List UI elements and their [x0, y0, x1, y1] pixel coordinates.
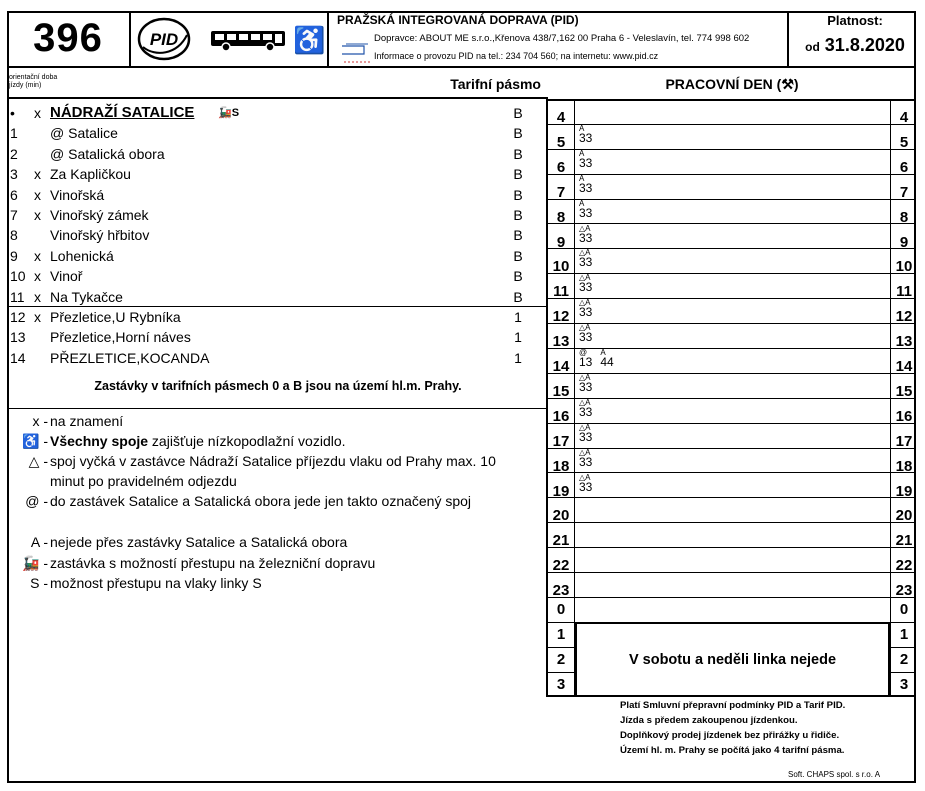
tariff-note: Jízda s předem zakoupenou jízdenkou. [620, 715, 798, 726]
stop-name: Lohenická [50, 247, 114, 264]
hour-row [548, 349, 916, 374]
departure [579, 449, 592, 468]
hour-label-right: 11 [896, 283, 912, 301]
request-stop-mark: x [34, 207, 41, 223]
legend-body: nejede přes zastávky Satalice a Satalická obora [50, 534, 348, 550]
departures [579, 349, 622, 371]
hour-label-left: 12 [552, 308, 570, 326]
departure-minute: 33 [579, 454, 593, 469]
departure [579, 150, 592, 169]
hour-row [548, 200, 916, 225]
hour-row [548, 225, 916, 250]
tariff-zone: B [513, 166, 523, 183]
departure-minute: 33 [579, 155, 593, 170]
timetable-header: PRACOVNÍ DEN (⚒) [665, 76, 799, 92]
departure-minute: 33 [579, 130, 593, 145]
hour-label-left: 22 [552, 557, 570, 575]
hour-label-right: 16 [895, 407, 913, 425]
hour-label-right: 6 [899, 158, 909, 176]
legend-item [14, 532, 534, 552]
hour-label-left: 6 [556, 158, 566, 176]
departures [579, 249, 600, 271]
departures [579, 274, 600, 296]
train-transfer-icon: 🚂S [218, 107, 240, 119]
hour-label-left: 1 [556, 625, 566, 643]
request-stop-mark: x [34, 309, 41, 325]
pid-logo [137, 17, 191, 61]
stop-name: Na Tykačce [50, 288, 123, 305]
travel-time: 14 [10, 349, 26, 366]
hour-label-right: 7 [899, 183, 909, 201]
travel-time-label: orientační doba jízdy (min) [9, 74, 58, 89]
departure-minute: 33 [579, 280, 593, 295]
stop-name: Vinořská [50, 186, 105, 203]
hour-row [548, 498, 916, 523]
legend-item [14, 451, 534, 491]
legend-body: možnost přestupu na vlaky linky S [50, 575, 262, 591]
tariff-note: Území hl. m. Prahy se počítá jako 4 tarifní pásma. [620, 745, 845, 756]
request-stop-mark: x [34, 288, 41, 305]
departures [579, 324, 600, 346]
hour-label-right: 14 [895, 358, 913, 375]
stop-row [0, 164, 545, 184]
departure-note: △A [579, 273, 591, 283]
software-footer: Soft. CHAPS spol. s r.o. A [788, 770, 881, 779]
validity-date [796, 35, 914, 56]
hour-row [548, 523, 916, 548]
carrier-info: Dopravce: ABOUT ME s.r.o.,Křenova 438/7,162 00 Praha 6 - Veleslavín, tel. 774 998 602 [374, 33, 750, 44]
tariff-zone: 1 [514, 309, 522, 325]
departure [579, 175, 592, 194]
wheelchair-icon: ♿ [293, 25, 326, 55]
hour-label-left: 19 [552, 482, 570, 500]
hour-label-left: 10 [552, 258, 570, 276]
legend-item [14, 573, 534, 593]
departure-minute: 33 [579, 230, 593, 245]
hour-row [548, 573, 916, 598]
legend-symbol: 🚂 - [22, 555, 48, 571]
legend-symbol: A - [30, 534, 48, 550]
stop-row [0, 327, 545, 347]
stop-name: Vinořský hřbitov [50, 227, 150, 244]
hour-label-right: 17 [895, 432, 913, 450]
hour-label-right: 9 [899, 233, 909, 251]
departure-minute: 33 [579, 379, 593, 394]
departure [579, 249, 592, 268]
stop-name: @ Satalická obora [50, 145, 165, 162]
hour-label-left: 7 [556, 183, 566, 201]
stop-row [0, 225, 545, 245]
departures [579, 374, 600, 396]
legend-body: na znamení [50, 413, 124, 429]
departures [579, 125, 600, 147]
hour-label-left: 18 [552, 457, 570, 475]
departures [579, 225, 600, 247]
departure-note: A [579, 198, 585, 208]
stop-row [0, 103, 545, 123]
departure-note: △A [579, 223, 591, 233]
header-band [7, 11, 916, 68]
stop-row [0, 205, 545, 225]
departure [579, 324, 592, 343]
hour-row [548, 449, 916, 474]
legend-body: zajišťuje nízkopodlažní vozidlo. [148, 433, 346, 449]
departure-note: △A [579, 298, 591, 308]
hour-label-right: 0 [899, 601, 909, 618]
tariff-notes [620, 698, 910, 758]
travel-time: 10 [10, 268, 26, 285]
departure-minute: 44 [600, 355, 614, 369]
hour-label-left: 3 [556, 675, 566, 693]
departure-note: △A [579, 447, 591, 457]
hour-label-right: 18 [895, 457, 913, 475]
tariff-zone: B [513, 288, 523, 305]
departure-note: △A [579, 372, 591, 382]
hour-label-left: 13 [552, 333, 570, 351]
zone-note: Zastávky v tarifních pásmech 0 a B jsou na území hl.m. Prahy. [94, 379, 462, 393]
travel-time: 12 [10, 309, 26, 325]
stop-name: Přezletice,Horní náves [50, 329, 191, 346]
stop-name: Za Kapličkou [50, 166, 131, 183]
hour-label-left: 23 [552, 582, 570, 600]
hour-label-right: 4 [899, 109, 909, 126]
hour-row [548, 100, 916, 125]
hour-label-right: 8 [899, 208, 909, 226]
tariff-zone: B [513, 247, 523, 264]
hour-label-right: 20 [895, 507, 913, 525]
hour-label-right: 5 [899, 133, 909, 151]
departure-note: △A [579, 472, 591, 482]
stop-row [0, 287, 545, 307]
contact-info: Informace o provozu PID na tel.: 234 704 560; na internetu: www.pid.cz [374, 51, 659, 61]
departure-minute: 33 [579, 205, 593, 220]
departure [579, 125, 592, 144]
departures [579, 399, 600, 421]
stop-name: NÁDRAŽÍ SATALICE [50, 104, 195, 121]
travel-time: 11 [10, 288, 25, 305]
hour-label-left: 16 [552, 407, 570, 425]
stop-row [0, 307, 545, 327]
hour-label-right: 3 [899, 675, 909, 693]
ribbon-icon [340, 32, 372, 64]
stop-row [0, 348, 545, 368]
stop-row [0, 185, 545, 205]
departures [579, 200, 600, 222]
hour-label-right: 12 [895, 308, 913, 326]
request-stop-mark: x [34, 247, 41, 264]
travel-time: 3 [10, 166, 18, 183]
travel-time: 2 [10, 145, 18, 162]
tariff-zone: B [513, 227, 523, 244]
tariff-zone: B [513, 268, 523, 285]
legend-body: spoj vyčká v zastávce Nádraží Satalice příjezdu vlaku od Prahy max. 10 minut po pravidelném odjezdu [50, 453, 496, 489]
weekend-note: V sobotu a neděli linka nejede [575, 622, 890, 697]
hour-row [548, 474, 916, 499]
stop-name: PŘEZLETICE,KOCANDA [50, 349, 210, 366]
hour-row [548, 175, 916, 200]
hour-label-left: 15 [552, 382, 570, 400]
departure-note: A [579, 148, 585, 158]
stop-name: Přezletice,U Rybníka [50, 309, 181, 325]
validity-label: Platnost: [827, 13, 883, 28]
travel-time: 6 [10, 186, 18, 203]
hour-label-left: 11 [553, 283, 569, 301]
hour-row [548, 150, 916, 175]
legend-body: do zastávek Satalice a Satalická obora jede jen takto označený spoj [50, 493, 472, 509]
legend-item [14, 553, 534, 573]
travel-time: • [10, 105, 15, 121]
departure [579, 424, 592, 443]
request-stop-mark: x [34, 166, 41, 183]
legend-text [50, 553, 520, 573]
departure [579, 200, 592, 219]
tariff-note: Platí Smluvní přepravní podmínky PID a Tarif PID. [620, 700, 846, 711]
departure [579, 399, 592, 418]
validity-prefix: od [805, 40, 820, 54]
hour-label-left: 5 [556, 133, 566, 151]
request-stop-mark: x [34, 105, 41, 121]
tariff-zone: B [513, 186, 523, 203]
tariff-zone: 1 [514, 349, 522, 366]
legend-text [50, 573, 520, 593]
legend-text [50, 491, 520, 511]
hour-row [548, 274, 916, 299]
hour-row [548, 125, 916, 150]
validity-date-value: 31.8.2020 [824, 35, 905, 55]
travel-time: 9 [10, 247, 18, 264]
stop-row [0, 266, 545, 286]
departure [579, 299, 592, 318]
departure-note: △A [579, 248, 591, 258]
hour-row [548, 548, 916, 573]
departure [579, 274, 592, 293]
legend-text [50, 411, 520, 431]
legend-symbol: S - [30, 575, 48, 591]
hour-label-right: 13 [895, 333, 913, 351]
operator-title: PRAŽSKÁ INTEGROVANÁ DOPRAVA (PID) [337, 13, 579, 27]
travel-time: 7 [10, 207, 18, 223]
hour-row [548, 374, 916, 399]
hour-label-left: 8 [556, 208, 566, 226]
departures [579, 424, 600, 446]
hour-label-right: 21 [895, 532, 913, 550]
departure [579, 474, 592, 493]
departure [579, 374, 592, 393]
departures [579, 299, 600, 321]
departure-note: A [600, 348, 606, 357]
hour-label-left: 9 [556, 233, 566, 251]
hour-label-right: 23 [895, 582, 913, 600]
legend-text [50, 431, 520, 451]
hour-label-left: 17 [552, 432, 570, 450]
hour-label-right: 10 [895, 258, 913, 276]
legend-symbol: ♿ - [22, 433, 48, 449]
hour-row [548, 324, 916, 349]
stop-row [0, 144, 545, 164]
hour-label-left: 2 [556, 650, 566, 668]
legend-symbol: @ - [25, 493, 48, 509]
departure-minute: 33 [579, 255, 593, 270]
departures [579, 474, 600, 496]
stop-row [0, 246, 545, 266]
legend-text [50, 532, 520, 552]
legend-bold: Všechny spoje [50, 433, 149, 449]
departure-note: A [579, 123, 585, 133]
hour-label-left: 4 [556, 109, 566, 126]
hour-label-left: 20 [552, 507, 570, 525]
hour-row [548, 424, 916, 449]
departure-minute: 33 [579, 404, 593, 419]
hour-row [548, 399, 916, 424]
departure-minute: 13 [579, 355, 593, 369]
departures [579, 150, 600, 172]
hour-row [548, 249, 916, 274]
hour-label-right: 2 [899, 650, 909, 668]
stop-name: Vinoř [50, 268, 83, 285]
tariff-zone: B [513, 145, 523, 162]
hour-label-left: 21 [552, 532, 570, 550]
departures [579, 175, 600, 197]
tariff-zone: B [513, 207, 523, 223]
hour-row [548, 598, 916, 623]
legend-item [14, 411, 534, 431]
travel-time: 13 [10, 329, 26, 346]
departure-note: A [579, 173, 585, 183]
request-stop-mark: x [34, 186, 41, 203]
tariff-zone: 1 [514, 329, 522, 346]
line-number: 396 [33, 16, 103, 60]
stop-row [0, 123, 545, 143]
zone-header: Tarifní pásmo [450, 76, 541, 92]
request-stop-mark: x [34, 268, 41, 285]
departure-minute: 33 [579, 305, 593, 320]
travel-time: 1 [10, 125, 18, 142]
travel-time: 8 [10, 227, 18, 244]
tariff-zone: B [513, 125, 523, 142]
hour-label-left: 14 [552, 358, 570, 375]
legend-body: zastávka s možností přestupu na železniční dopravu [50, 555, 376, 571]
stop-name: Vinořský zámek [50, 207, 149, 223]
hour-row [548, 299, 916, 324]
departure [579, 349, 592, 368]
departure-minute: 33 [579, 429, 593, 444]
departure-note: @ [579, 348, 588, 357]
departure-minute: 33 [579, 479, 593, 494]
departure [579, 225, 592, 244]
hour-label-right: 19 [895, 482, 913, 500]
tariff-zone: B [513, 105, 523, 121]
legend-symbol: x - [32, 413, 48, 429]
legend-item [14, 491, 534, 511]
pid-logo-text: PID [149, 30, 179, 49]
hour-label-right: 22 [895, 557, 913, 575]
departure [600, 349, 613, 368]
legend-item [14, 431, 534, 451]
legend-text [50, 451, 520, 491]
tariff-note: Doplňkový prodej jízdenek bez přirážky u řidiče. [620, 730, 840, 741]
legend-symbol: △ - [28, 453, 48, 469]
hour-label-right: 1 [899, 625, 909, 643]
bus-icon [210, 30, 288, 52]
departure-note: △A [579, 397, 591, 407]
departure-minute: 33 [579, 330, 593, 345]
departure-minute: 33 [579, 180, 593, 195]
stop-name: @ Satalice [50, 125, 118, 142]
hour-label-right: 15 [895, 382, 913, 400]
departure-note: △A [579, 323, 591, 333]
departures [579, 449, 600, 471]
hour-label-left: 0 [556, 601, 566, 618]
departure-note: △A [579, 422, 591, 432]
